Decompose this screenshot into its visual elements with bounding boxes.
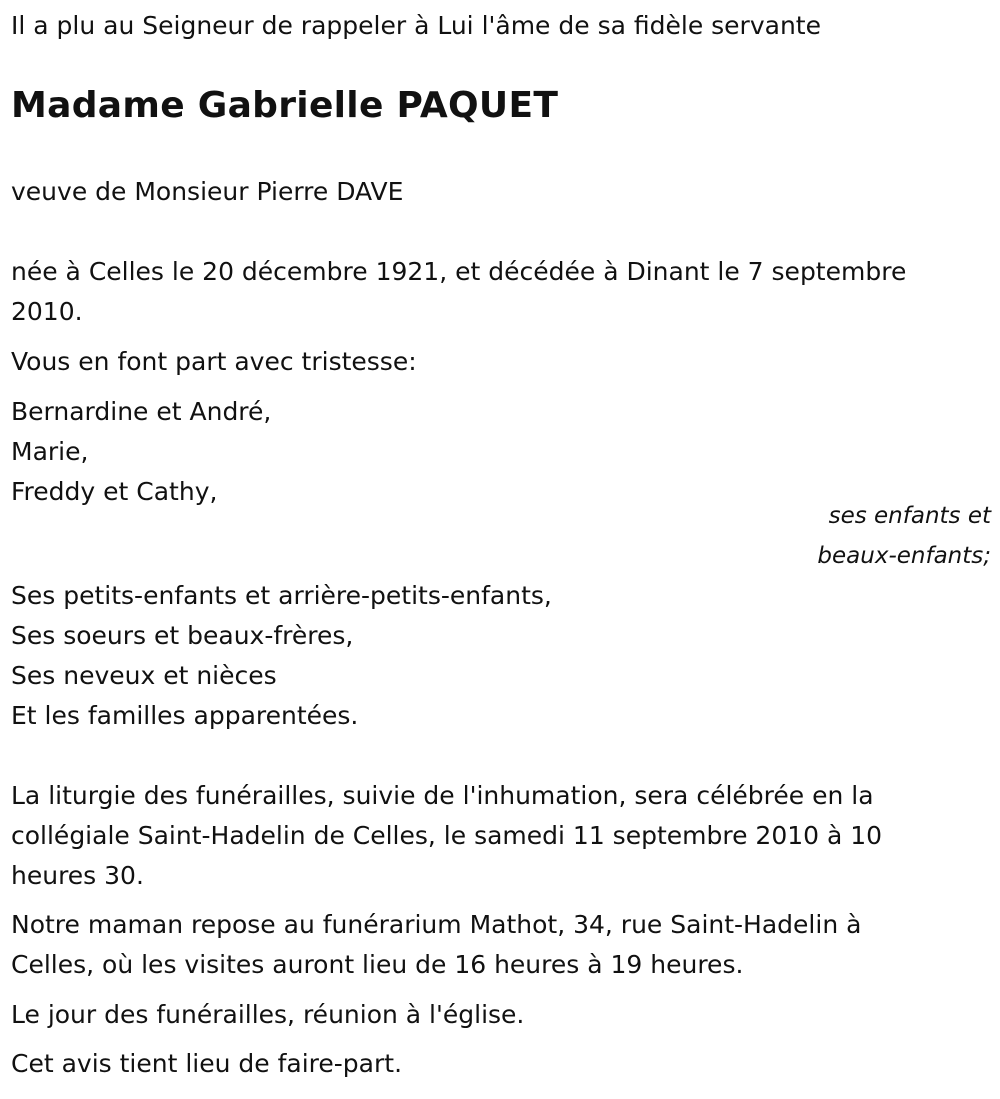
children-list xyxy=(11,392,971,512)
announce-text: Vous en font part avec tristesse: xyxy=(11,347,417,376)
children-relation: ses enfants et beaux-enfants; xyxy=(817,503,991,569)
liturgy-text: La liturgie des funérailles, suivie de l'inhumation, sera célébrée en la collégiale Saint-Hadelin de Celles, le samedi 11 septembre 2010 à 10 heures 30. xyxy=(11,781,883,890)
family-item: Ses soeurs et beaux-frères, xyxy=(11,621,354,650)
closing-text: Cet avis tient lieu de faire-part. xyxy=(11,1049,403,1078)
family-list xyxy=(11,576,971,736)
widow-of-text: veuve de Monsieur Pierre DAVE xyxy=(11,177,404,206)
children-item: Freddy et Cathy, xyxy=(11,477,218,506)
family-item: Ses neveux et nièces xyxy=(11,661,277,690)
birth-death-text: née à Celles le 20 décembre 1921, et décédée à Dinant le 7 septembre 2010. xyxy=(11,257,907,326)
rests-text: Notre maman repose au funérarium Mathot, 34, rue Saint-Hadelin à Celles, où les visites auront lieu de 16 heures à 19 heures. xyxy=(11,910,862,979)
children-item: Marie, xyxy=(11,437,89,466)
family-item: Ses petits-enfants et arrière-petits-enfants, xyxy=(11,581,552,610)
meeting-text: Le jour des funérailles, réunion à l'église. xyxy=(11,1000,525,1029)
intro-text: Il a plu au Seigneur de rappeler à Lui l'âme de sa fidèle servante xyxy=(11,11,821,40)
deceased-name: Madame Gabrielle PAQUET xyxy=(11,85,559,126)
family-item: Et les familles apparentées. xyxy=(11,701,359,730)
children-item: Bernardine et André, xyxy=(11,397,272,426)
